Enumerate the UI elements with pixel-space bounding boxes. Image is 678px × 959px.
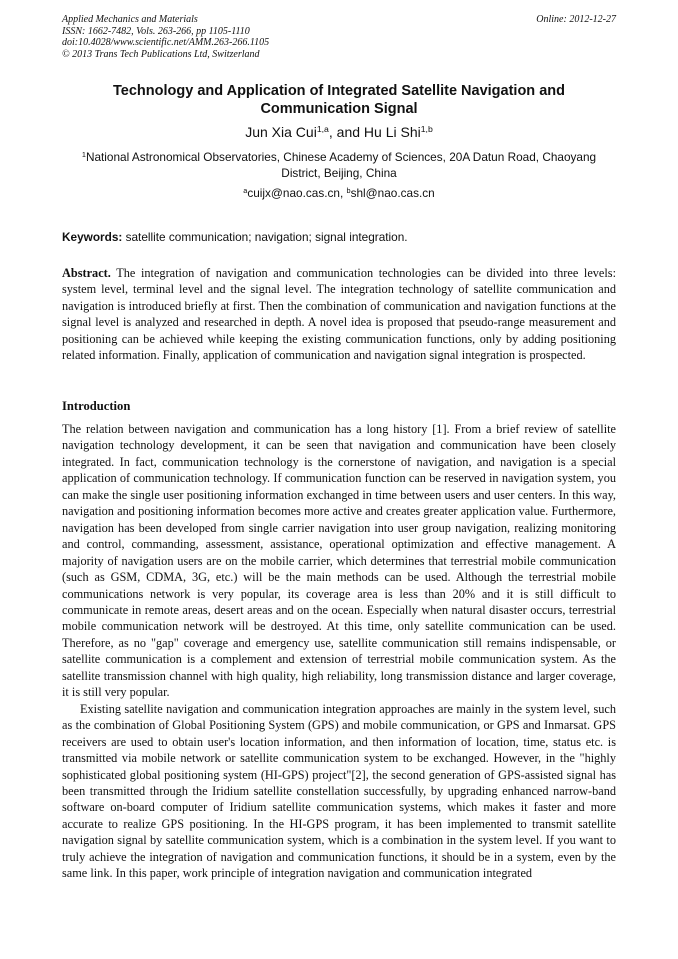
- keywords-text: satellite communication; navigation; signal integration.: [122, 230, 408, 244]
- issn-line: ISSN: 1662-7482, Vols. 263-266, pp 1105-1110: [62, 25, 250, 37]
- intro-paragraph-2: Existing satellite navigation and communication integration approaches are mainly in the system level, such as the combination of Global Positioning System (GPS) and mobile communication, or GPS and Inmarsat. GPS receivers are used to obtain user's location information, and then information of location, time, status etc. is transmitted via mobile network or satellite communication system to be exchanged. However, in the "highly sophisticated global positioning system (HI-GPS) project"[2], the second generation of GPS-assisted signal has been transmitted through the Iridium satellite constellation successfully, by upgrading enhanced narrow-band software on-board computer of Iridium satellite communication systems, which makes it faster and more accurate to realize GPS positioning. In the HI-GPS program, it has been implemented to transmit satellite navigation signal by satellite communication system, which is a combination in the system level. If you want to truly achieve the integration of navigation and communication functions, it should be in a system, even by the same link. In this paper, work principle of integration navigation and communication integrated: [62, 701, 616, 881]
- title-line-1: Technology and Application of Integrated Satellite Navigation and: [113, 83, 565, 99]
- author-superscript: 1,a: [316, 124, 329, 135]
- journal-name: Applied Mechanics and Materials: [62, 14, 198, 25]
- abstract-text: The integration of navigation and communication technologies can be divided into three levels: system level, terminal level and the signal level. The integration technology of satellite communication and navigation is introduced briefly at first. Then the combination of communication and navigation functions at the signal level is analyzed and researched in depth. A novel idea is proposed that pseudo-range measurement and positioning can be achieved while keeping the existing communication functions, only by adding positioning related information. Finally, application of communication and navigation signal integration is prospected.: [62, 266, 616, 363]
- abstract-paragraph: [62, 265, 616, 364]
- keywords-label: Keywords:: [62, 230, 123, 244]
- author-name: Jun Xia Cui: [245, 124, 317, 140]
- paper-title: [62, 82, 616, 118]
- author-connector: , and: [328, 124, 364, 140]
- doi-line: doi:10.4028/www.scientific.net/AMM.263-266.1105: [62, 37, 270, 48]
- email-link[interactable]: cuijx@nao.cas.cn: [247, 186, 340, 200]
- online-date: Online: 2012-12-27: [536, 14, 616, 25]
- email-separator: ,: [339, 186, 347, 200]
- email-link[interactable]: shl@nao.cas.cn: [350, 186, 435, 200]
- keywords: [62, 230, 616, 245]
- abstract: [62, 265, 616, 364]
- copyright-line: © 2013 Trans Tech Publications Ltd, Switzerland: [62, 48, 260, 60]
- affiliation-text: National Astronomical Observatories, Chinese Academy of Sciences, 20A Datun Road, Chaoyang District, Beijing, China: [85, 150, 597, 180]
- email-superscript: a: [243, 185, 248, 195]
- intro-paragraph-1: The relation between navigation and communication has a long history [1]. From a brief review of satellite navigation technology development, it can be seen that navigation and communication have been closely integrated. In fact, communication technology is the cornerstone of navigation, and navigation is a special application of communication technology. If communication function can be reserved in navigation system, you can make the single user positioning information exchanged in time between users and user centers. In this way, navigation and positioning information becomes more active and creates greater application value. Furthermore, navigation has been developed from single carrier navigation into user group navigation, realizing monitoring and control, commanding, assessment, assistance, operational optimization and effective management. A majority of navigation users are on the mobile carrier, which determines that terrestrial mobile communication (such as GSM, CDMA, 3G, etc.) will be the main methods can be used. Although the terrestrial mobile communications network is very popular, its coverage area is less than 20% and it is still difficult to communicate in remote areas, desert areas and on the ocean. Especially when natural disaster occurs, terrestrial mobile communication network will be destroyed. At this time, only satellite communication can be used. Therefore, as no "gap" coverage and emergency use, satellite communication still remains indispensable, or satellite communication is a complement and extension of terrestrial mobile communication system. As the satellite transmission channel with high quality, high reliability, long transmission distance and larger coverage, it is still very popular.: [62, 422, 616, 700]
- introduction-section: [62, 421, 616, 882]
- email-superscript: b: [346, 185, 351, 195]
- abstract-label: Abstract.: [62, 266, 111, 280]
- affiliation-superscript: 1: [81, 149, 86, 159]
- section-heading: Introduction: [62, 399, 131, 413]
- author-name: Hu Li Shi: [363, 124, 421, 140]
- author-superscript: 1,b: [420, 124, 433, 135]
- journal-header: [62, 14, 616, 60]
- title-line-2: Communication Signal: [260, 101, 418, 117]
- author-list: [62, 123, 616, 141]
- affiliation: [62, 150, 616, 181]
- author-emails: [62, 186, 616, 201]
